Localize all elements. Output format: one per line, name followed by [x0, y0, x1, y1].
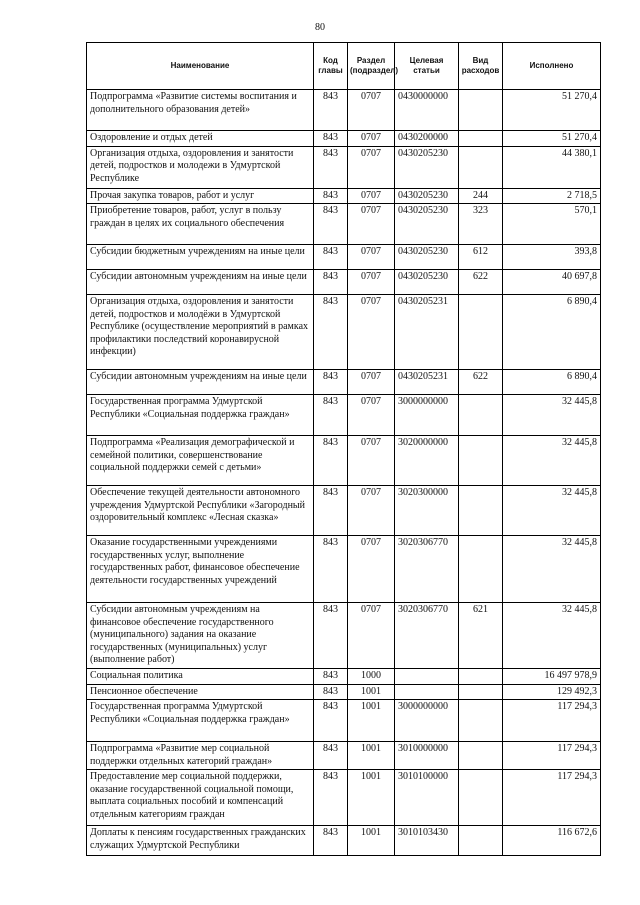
row-name: Подпрограмма «Развитие системы воспитания и дополнительного образования детей»: [87, 90, 314, 131]
row-code: 843: [314, 684, 348, 700]
table-row: [87, 700, 601, 742]
table-row: [87, 684, 601, 700]
row-target: 3000000000: [395, 700, 459, 742]
row-code: 843: [314, 188, 348, 204]
row-name: Субсидии автономным учреждениям на финансовое обеспечение государственного (муниципального) задания на оказание государственных (муниципальных) услуг (выполнение работ): [87, 603, 314, 669]
row-type: 612: [459, 245, 503, 270]
row-section: 1000: [348, 669, 395, 685]
row-section: 1001: [348, 684, 395, 700]
table-row: [87, 370, 601, 395]
row-target: 0430205231: [395, 295, 459, 370]
table-row: [87, 295, 601, 370]
row-name: Государственная программа Удмуртской Республики «Социальная поддержка граждан»: [87, 395, 314, 436]
row-code: 843: [314, 669, 348, 685]
row-type: [459, 395, 503, 436]
row-type: [459, 436, 503, 486]
row-name: Оказание государственными учреждениями государственных услуг, выполнение государственных работ, финансовое обеспечение деятельности государственных учреждений: [87, 536, 314, 603]
row-target: 3020300000: [395, 486, 459, 536]
table-row: [87, 245, 601, 270]
row-type: [459, 131, 503, 147]
row-name: Предоставление мер социальной поддержки, оказание государственной социальной помощи, выплата социальных пособий и компенсаций отдельным категориям граждан: [87, 770, 314, 826]
expenditure-table: [86, 42, 601, 856]
header-type: Вид расходов: [459, 43, 503, 90]
header-target: Целевая статьи: [395, 43, 459, 90]
row-amount: 129 492,3: [503, 684, 601, 700]
row-name: Пенсионное обеспечение: [87, 684, 314, 700]
row-name: Субсидии автономным учреждениям на иные цели: [87, 370, 314, 395]
row-name: Подпрограмма «Развитие мер социальной поддержки отдельных категорий граждан»: [87, 742, 314, 770]
row-target: 3010103430: [395, 826, 459, 856]
row-amount: 16 497 978,9: [503, 669, 601, 685]
row-section: 0707: [348, 146, 395, 188]
row-code: 843: [314, 826, 348, 856]
row-name: Подпрограмма «Реализация демографической и семейной политики, совершенствование социальной поддержки семей с детьми»: [87, 436, 314, 486]
table-row: [87, 90, 601, 131]
row-section: 0707: [348, 188, 395, 204]
header-code: Код главы: [314, 43, 348, 90]
row-type: 621: [459, 603, 503, 669]
row-target: 0430000000: [395, 90, 459, 131]
table-row: [87, 188, 601, 204]
row-type: [459, 684, 503, 700]
row-type: [459, 700, 503, 742]
row-target: 0430205230: [395, 188, 459, 204]
row-section: 0707: [348, 436, 395, 486]
row-target: 0430200000: [395, 131, 459, 147]
table-row: [87, 536, 601, 603]
row-type: 622: [459, 270, 503, 295]
row-name: Обеспечение текущей деятельности автономного учреждения Удмуртской Республики «Загородный оздоровительный комплекс «Лесная сказка»: [87, 486, 314, 536]
row-amount: 32 445,8: [503, 536, 601, 603]
row-type: [459, 295, 503, 370]
table-row: [87, 742, 601, 770]
row-section: 0707: [348, 131, 395, 147]
table-row: [87, 131, 601, 147]
table-row: [87, 669, 601, 685]
row-amount: 2 718,5: [503, 188, 601, 204]
row-type: 323: [459, 204, 503, 245]
row-target: 0430205230: [395, 245, 459, 270]
row-section: 1001: [348, 826, 395, 856]
row-name: Приобретение товаров, работ, услуг в пользу граждан в целях их социального обеспечения: [87, 204, 314, 245]
row-amount: 32 445,8: [503, 603, 601, 669]
row-target: 3020306770: [395, 603, 459, 669]
row-section: 0707: [348, 295, 395, 370]
row-amount: 117 294,3: [503, 770, 601, 826]
page-number: 80: [315, 22, 325, 33]
row-code: 843: [314, 603, 348, 669]
row-target: 0430205230: [395, 270, 459, 295]
row-amount: 51 270,4: [503, 131, 601, 147]
header-done: Исполнено: [503, 43, 601, 90]
row-amount: 6 890,4: [503, 295, 601, 370]
row-section: 0707: [348, 395, 395, 436]
row-section: 1001: [348, 700, 395, 742]
row-amount: 570,1: [503, 204, 601, 245]
row-code: 843: [314, 395, 348, 436]
row-amount: 44 380,1: [503, 146, 601, 188]
row-amount: 393,8: [503, 245, 601, 270]
row-section: 0707: [348, 90, 395, 131]
row-section: 0707: [348, 486, 395, 536]
row-target: 0430205231: [395, 370, 459, 395]
row-code: 843: [314, 270, 348, 295]
row-section: 1001: [348, 770, 395, 826]
row-section: 0707: [348, 245, 395, 270]
row-target: 3010100000: [395, 770, 459, 826]
row-target: 3010000000: [395, 742, 459, 770]
row-amount: 32 445,8: [503, 486, 601, 536]
row-type: [459, 486, 503, 536]
row-target: [395, 669, 459, 685]
row-type: [459, 742, 503, 770]
row-code: 843: [314, 436, 348, 486]
row-code: 843: [314, 295, 348, 370]
row-code: 843: [314, 90, 348, 131]
row-target: 0430205230: [395, 204, 459, 245]
row-code: 843: [314, 204, 348, 245]
row-type: [459, 826, 503, 856]
row-section: 0707: [348, 270, 395, 295]
row-target: [395, 684, 459, 700]
row-name: Прочая закупка товаров, работ и услуг: [87, 188, 314, 204]
table-row: [87, 436, 601, 486]
row-amount: 40 697,8: [503, 270, 601, 295]
row-type: [459, 669, 503, 685]
row-code: 843: [314, 486, 348, 536]
row-name: Социальная политика: [87, 669, 314, 685]
row-amount: 6 890,4: [503, 370, 601, 395]
table-row: [87, 395, 601, 436]
row-code: 843: [314, 742, 348, 770]
row-section: 0707: [348, 536, 395, 603]
row-section: 0707: [348, 204, 395, 245]
row-type: [459, 146, 503, 188]
row-code: 843: [314, 131, 348, 147]
row-type: 622: [459, 370, 503, 395]
row-target: 3020306770: [395, 536, 459, 603]
row-amount: 32 445,8: [503, 436, 601, 486]
row-section: 0707: [348, 370, 395, 395]
row-code: 843: [314, 146, 348, 188]
row-type: [459, 536, 503, 603]
row-amount: 51 270,4: [503, 90, 601, 131]
row-name: Государственная программа Удмуртской Республики «Социальная поддержка граждан»: [87, 700, 314, 742]
row-name: Доплаты к пенсиям государственных гражданских служащих Удмуртской Республики: [87, 826, 314, 856]
table-row: [87, 603, 601, 669]
row-name: Оздоровление и отдых детей: [87, 131, 314, 147]
table-row: [87, 146, 601, 188]
row-amount: 117 294,3: [503, 700, 601, 742]
table-row: [87, 770, 601, 826]
row-code: 843: [314, 536, 348, 603]
table-row: [87, 270, 601, 295]
row-code: 843: [314, 245, 348, 270]
row-code: 843: [314, 370, 348, 395]
header-name: Наименование: [87, 43, 314, 90]
row-amount: 32 445,8: [503, 395, 601, 436]
header-section: Раздел (подраздел): [348, 43, 395, 90]
row-name: Субсидии бюджетным учреждениям на иные цели: [87, 245, 314, 270]
row-name: Организация отдыха, оздоровления и занятости детей, подростков и молодежи в Удмуртской Республике: [87, 146, 314, 188]
row-code: 843: [314, 700, 348, 742]
row-target: 3000000000: [395, 395, 459, 436]
row-section: 0707: [348, 603, 395, 669]
row-code: 843: [314, 770, 348, 826]
row-type: [459, 770, 503, 826]
table-row: [87, 826, 601, 856]
row-amount: 117 294,3: [503, 742, 601, 770]
table-row: [87, 486, 601, 536]
row-target: 0430205230: [395, 146, 459, 188]
row-type: 244: [459, 188, 503, 204]
row-name: Субсидии автономным учреждениям на иные цели: [87, 270, 314, 295]
table-header-row: [87, 43, 601, 90]
row-section: 1001: [348, 742, 395, 770]
row-name: Организация отдыха, оздоровления и занятости детей, подростков и молодёжи в Удмуртской Республике (осуществление мероприятий в рамках профилактики последствий коронавирусной инфекции): [87, 295, 314, 370]
row-target: 3020000000: [395, 436, 459, 486]
row-amount: 116 672,6: [503, 826, 601, 856]
row-type: [459, 90, 503, 131]
table-row: [87, 204, 601, 245]
